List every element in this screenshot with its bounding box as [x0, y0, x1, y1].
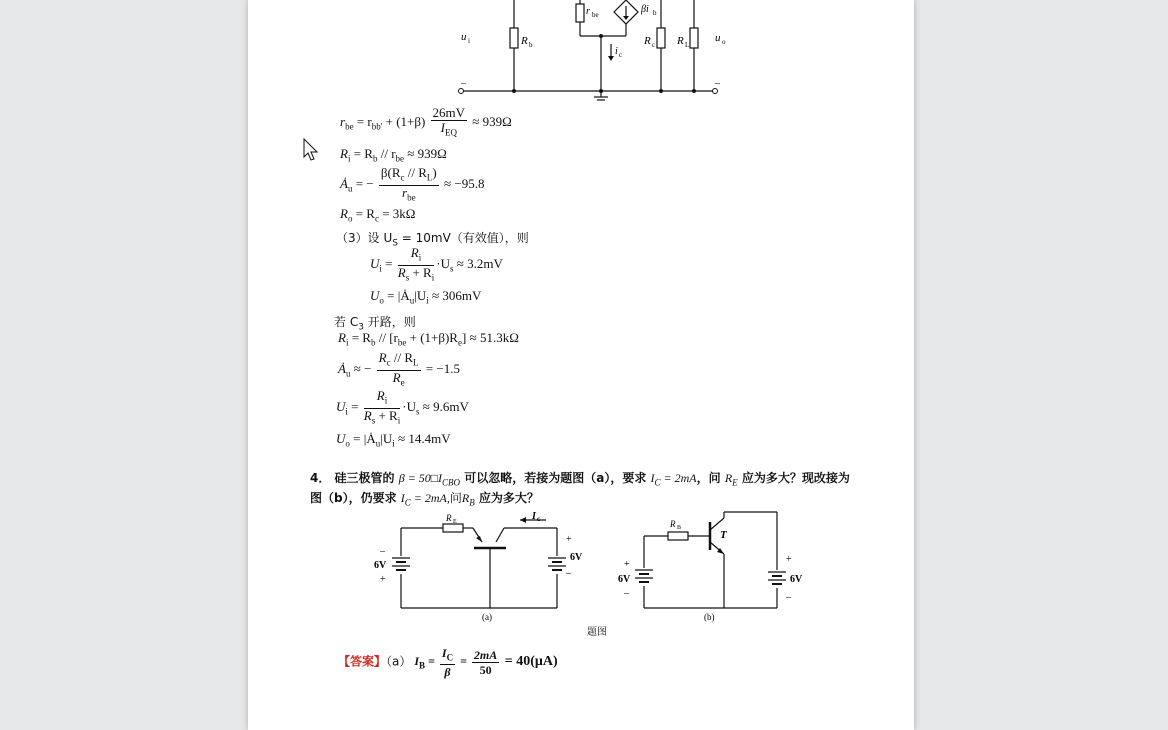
question-4-line2: 图（b），仍要求 $I_C = 2mA$,问$R_B$ 应为多大？: [310, 491, 539, 508]
ui-label-sub: i: [468, 37, 470, 45]
figure-b-circuit: [614, 508, 814, 626]
rc-label-sub: c: [652, 41, 656, 49]
eq-ui2: $U_i$ = $\frac{R_i}{R_s + R_i}$ $\cdot U_s \approx 9.6mV$: [336, 388, 469, 426]
mouse-cursor-icon: [303, 138, 319, 162]
figure-a-circuit: [370, 508, 590, 626]
c3-open-text: 若 $C_3$ 开路，则: [334, 315, 416, 333]
eq-rbe: $r_{be} = r_{bb'} + (1+\beta)$ $\frac{26mV}{I_{EQ}}$ ≈ 939Ω: [340, 105, 512, 138]
fig-a-ic-sub: c: [537, 515, 541, 523]
fig-b-minus-left: –: [624, 588, 629, 599]
uo-label: u: [715, 32, 721, 44]
fig-b-rb: R: [670, 519, 676, 529]
beta-ib-label: βi: [641, 4, 649, 15]
fig-a-re-sub: E: [453, 519, 457, 525]
rc-label: R: [644, 35, 651, 47]
fig-b-caption: (b): [704, 612, 715, 622]
ic-label-sub: c: [619, 51, 623, 59]
minus-left: –: [461, 78, 466, 89]
fig-a-v-left: 6V: [374, 560, 387, 571]
small-signal-circuit: [453, 0, 743, 104]
rb-label: R: [521, 35, 528, 47]
answer-line: 【答案】（a） $I_B$ = $\frac{I_C}{\beta}$ = $\frac{2mA}{50}$ = 40(μA): [338, 646, 558, 680]
uo-label-sub: o: [722, 38, 726, 46]
fig-a-plus-right: +: [566, 534, 572, 545]
minus-right: –: [715, 78, 720, 89]
beta-ib-label-sub: b: [653, 9, 657, 17]
rb-label-sub: b: [529, 41, 533, 49]
ic-label: i: [615, 46, 618, 57]
fig-b-plus-left: +: [624, 559, 630, 570]
document-page: [248, 0, 914, 730]
fig-b-plus-right: +: [786, 554, 792, 565]
rl-label: R: [677, 35, 684, 47]
ui-label: u: [461, 31, 467, 43]
rl-label-sub: L: [685, 41, 690, 49]
eq-uo: $U_o$ = $|Ȧ_u|U_i \approx 306mV$: [370, 288, 482, 306]
fig-a-caption: (a): [482, 612, 492, 622]
rbe-label-sub: be: [592, 11, 599, 19]
rbe-label: r: [586, 6, 590, 17]
question-4-line1: 4． 硅三极管的 $\beta = 50□I_{CBO}$ 可以忽略，若接为题图（a），要求 $I_C = 2mA$，问 $R_E$ 应为多大？现改接为: [310, 471, 850, 488]
answer-tag: 【答案】: [338, 654, 387, 669]
fig-b-t: T: [720, 529, 727, 541]
fig-b-v-left: 6V: [618, 574, 631, 585]
figure-caption: 题图: [587, 627, 607, 638]
eq-uo2: $U_o$ = $|Ȧ_u|U_i \approx 14.4mV$: [336, 431, 451, 449]
answer-part: （a）: [386, 654, 412, 669]
eq-ri2: $R_i = R_b // [r_{be} + (1+\beta)R_e] \approx 51.3k\Omega$: [338, 330, 519, 348]
eq-ro: $R_o = R_c = 3k\Omega$: [340, 206, 416, 224]
fig-b-minus-right: –: [786, 592, 791, 603]
fig-a-v-right: 6V: [570, 552, 583, 563]
fig-a-re: R: [446, 513, 452, 523]
eq-ui: $U_i$ = $\frac{R_i}{R_s + R_i}$ $\cdot U_s \approx 3.2mV$: [370, 245, 503, 283]
eq-au2: $Ȧ_u$ ≈ − $\frac{R_c // R_L}{R_e}$ = −1.5: [338, 350, 460, 388]
fig-b-rb-sub: B: [677, 525, 682, 531]
fig-a-plus-left: +: [380, 574, 386, 585]
fig-a-ic: I: [532, 511, 536, 522]
eq-ri: $R_i = R_b // r_{be} \approx 939\Omega$: [340, 146, 447, 164]
part3-text: （3）设 $U_S = 10mV$（有效值），则: [336, 231, 529, 249]
eq-au: $Ȧ_u$ = − $\frac{\beta(R_c // R_L)}{r_{be}}$ ≈ −95.8: [340, 165, 485, 203]
fig-a-minus-left: –: [380, 546, 385, 557]
fig-a-minus-right: –: [566, 568, 571, 579]
fig-b-v-right: 6V: [790, 574, 803, 585]
